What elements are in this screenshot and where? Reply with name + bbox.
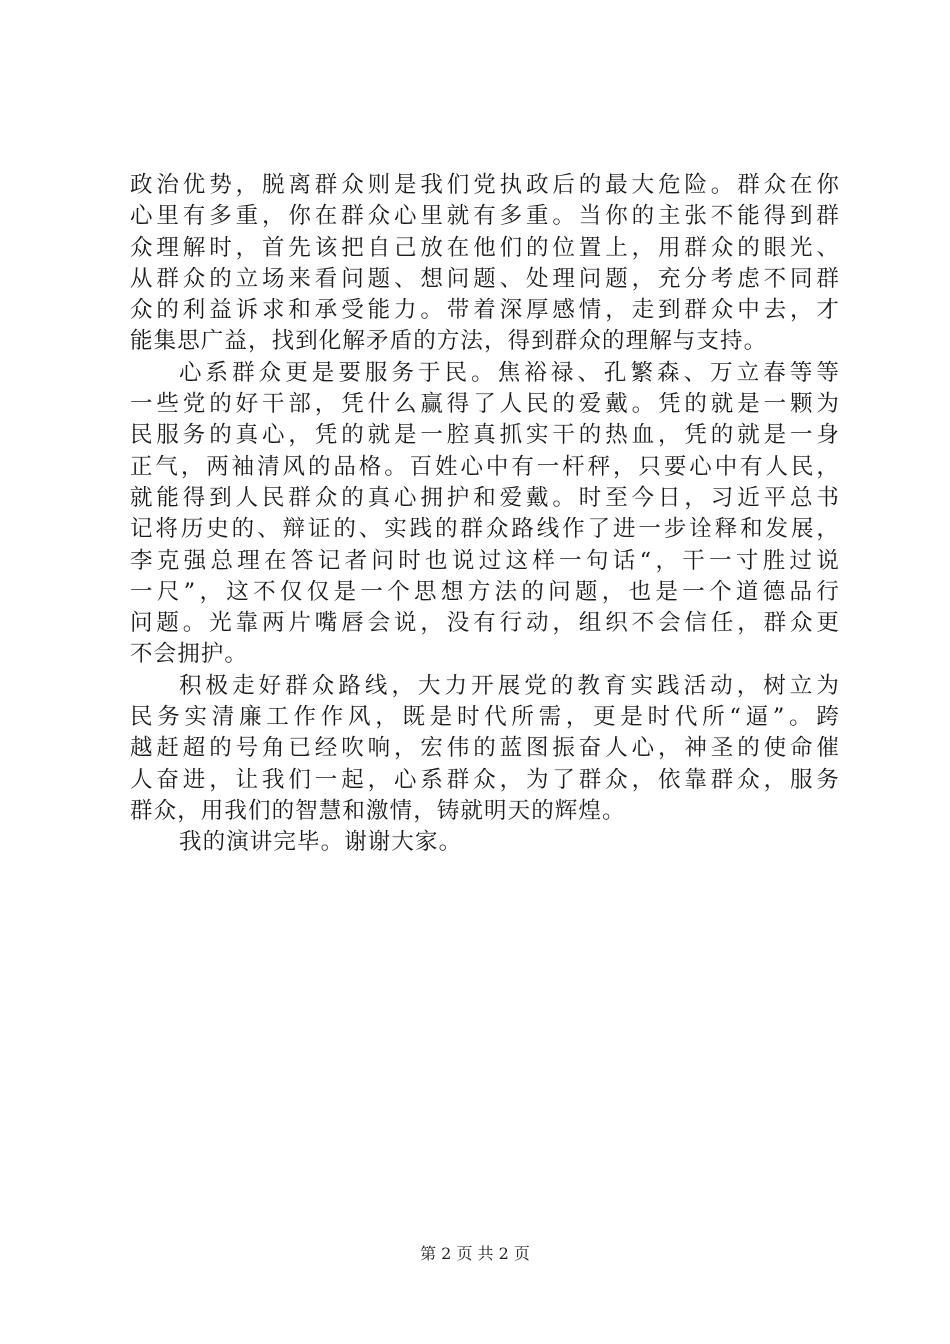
text-line: 人奋进，让我们一起，心系群众，为了群众，依靠群众，服务 (130, 766, 840, 793)
text-line: 记将历史的、辩证的、实践的群众路线作了进一步诠释和发展， (130, 516, 840, 543)
text-line: 民务实清廉工作作风，既是时代所需，更是时代所“逼”。跨 (130, 704, 840, 731)
text-line: 众理解时，首先该把自己放在他们的位置上，用群众的眼光、 (130, 234, 840, 261)
text-line: 从群众的立场来看问题、想问题、处理问题，充分考虑不同群 (130, 265, 840, 292)
text-line: 问题。光靠两片嘴唇会说，没有行动，组织不会信任，群众更 (130, 610, 840, 637)
text-line: 群众，用我们的智慧和激情，铸就明天的辉煌。 (130, 797, 626, 824)
text-line: 民服务的真心，凭的就是一腔真抓实干的热血，凭的就是一身 (130, 422, 840, 449)
text-line: 心里有多重，你在群众心里就有多重。当你的主张不能得到群 (130, 203, 840, 230)
text-line: 李克强总理在答记者问时也说过这样一句话“，干一寸胜过说 (130, 547, 840, 574)
text-line: 众的利益诉求和承受能力。带着深厚感情，走到群众中去，才 (130, 297, 840, 324)
document-body (130, 170, 840, 859)
text-line: 就能得到人民群众的真心拥护和爱戴。时至今日，习近平总书 (130, 484, 840, 511)
text-line: 政治优势，脱离群众则是我们党执政后的最大危险。群众在你 (130, 172, 840, 198)
text-line: 正气，两袖清风的品格。百姓心中有一杆秤，只要心中有人民， (130, 453, 840, 480)
text-line: 一尺”，这不仅仅是一个思想方法的问题，也是一个道德品行 (130, 578, 840, 605)
page-number-footer: 第 2 页 共 2 页 (420, 1244, 530, 1263)
text-line: 能集思广益，找到化解矛盾的方法，得到群众的理解与支持。 (130, 328, 768, 355)
text-line: 越赶超的号角已经吹响，宏伟的蓝图振奋人心，神圣的使命催 (130, 735, 840, 762)
text-line: 一些党的好干部，凭什么赢得了人民的爱戴。凭的就是一颗为 (130, 391, 840, 418)
text-line: 不会拥护。 (130, 641, 249, 668)
paragraph-first-line: 心系群众更是要服务于民。焦裕禄、孔繁森、万立春等等 (179, 359, 840, 386)
paragraph-first-line: 我的演讲完毕。谢谢大家。 (179, 829, 463, 856)
paragraph-first-line: 积极走好群众路线，大力开展党的教育实践活动，树立为 (179, 672, 840, 699)
